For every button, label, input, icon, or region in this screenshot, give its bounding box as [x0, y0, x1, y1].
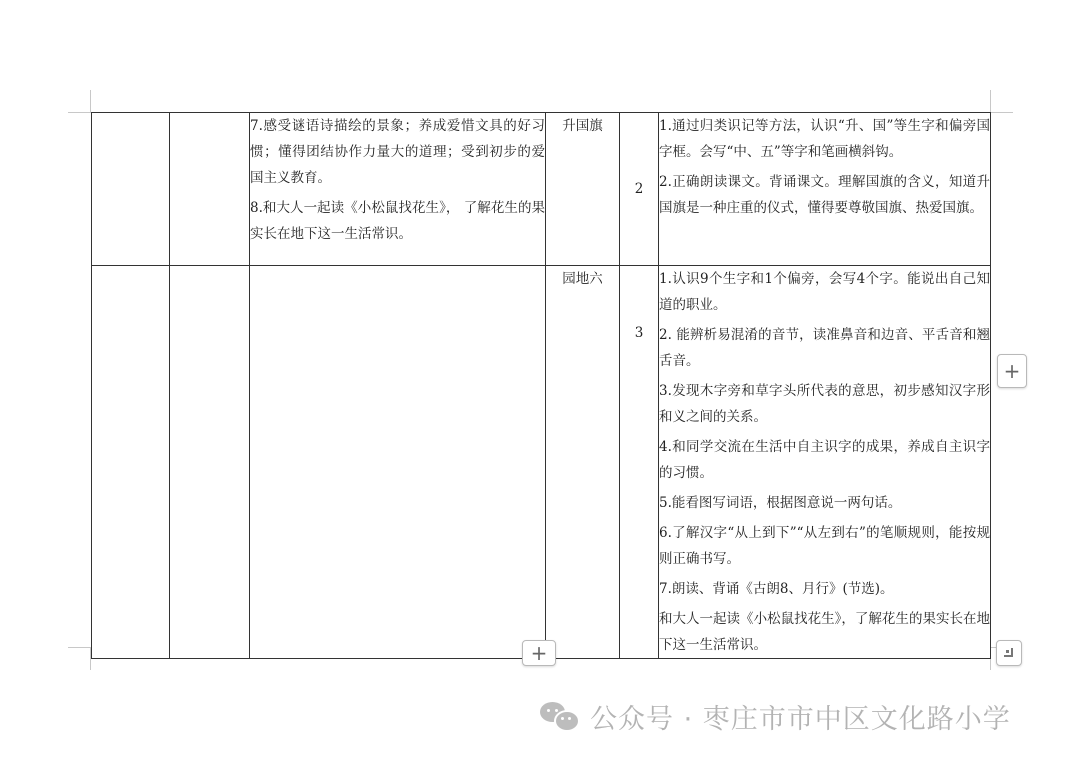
objective-item: 5.能看图写词语，根据图意说一两句话。	[659, 495, 902, 511]
table-cell-empty[interactable]	[92, 266, 170, 659]
objective-item: 4.和同学交流在生活中自主识字的成果，养成自主识字的习惯。	[659, 439, 990, 481]
period-count-cell[interactable]: 3	[620, 266, 659, 659]
objective-item: 和大人一起读《小松鼠找花生》，了解花生的果实长在地下这一生活常识。	[659, 611, 990, 653]
goal-item: 7.感受谜语诗描绘的景象；养成爱惜文具的好习惯；懂得团结协作力量大的道理；受到初步的爱国主义教育。	[250, 118, 545, 186]
objective-item: 2. 能辨析易混淆的音节，读准鼻音和边音、平舌音和翘舌音。	[659, 327, 990, 369]
lesson-title-cell[interactable]: 升国旗	[546, 113, 620, 266]
watermark-text: 公众号 · 枣庄市市中区文化路小学	[590, 703, 1011, 735]
lesson-title-cell[interactable]: 园地六	[546, 266, 620, 659]
wechat-icon	[540, 700, 580, 732]
watermark	[540, 696, 1011, 736]
lesson-plan-table	[91, 112, 991, 659]
page-corner-mark	[990, 90, 1013, 113]
table-row	[92, 266, 991, 659]
table-cell-empty[interactable]	[170, 266, 250, 659]
objective-item: 3.发现木字旁和草字头所代表的意思，初步感知汉字形和义之间的关系。	[659, 383, 990, 425]
objective-item: 7.朗读、背诵《古朗8、月行》(节选)。	[659, 581, 894, 597]
table-resize-handle[interactable]	[996, 640, 1022, 666]
table-cell-empty[interactable]	[170, 113, 250, 266]
page-corner-mark	[68, 90, 91, 113]
goal-item: 8.和大人一起读《小松鼠找花生》， 了解花生的果实长在地下这一生活常识。	[250, 200, 545, 242]
table-row	[92, 113, 991, 266]
resize-icon	[1004, 648, 1013, 657]
add-column-button[interactable]	[997, 354, 1027, 388]
table-cell-empty[interactable]	[92, 113, 170, 266]
plus-icon: +	[1003, 359, 1021, 383]
plus-icon: +	[530, 641, 548, 665]
page-corner-mark	[68, 647, 91, 670]
objective-item: 1.认识9个生字和1个偏旁，会写4个字。能说出自己知道的职业。	[659, 271, 990, 313]
unit-goals-cell[interactable]	[250, 113, 546, 266]
period-count-cell[interactable]: 2	[620, 113, 659, 266]
objective-item: 2.正确朗读课文。背诵课文。理解国旗的含义，知道升国旗是一种庄重的仪式，懂得要尊敬国旗、热爱国旗。	[659, 174, 990, 216]
unit-goals-cell[interactable]	[250, 266, 546, 659]
lesson-objectives-cell[interactable]	[659, 113, 991, 266]
lesson-objectives-cell[interactable]	[659, 266, 991, 659]
objective-item: 1.通过归类识记等方法，认识“升、国”等生字和偏旁国字框。会写“中、五”等字和笔画横斜钩。	[659, 118, 990, 160]
objective-item: 6.了解汉字“从上到下”“从左到右”的笔顺规则，能按规则正确书写。	[659, 525, 990, 567]
add-row-button[interactable]	[522, 640, 556, 666]
